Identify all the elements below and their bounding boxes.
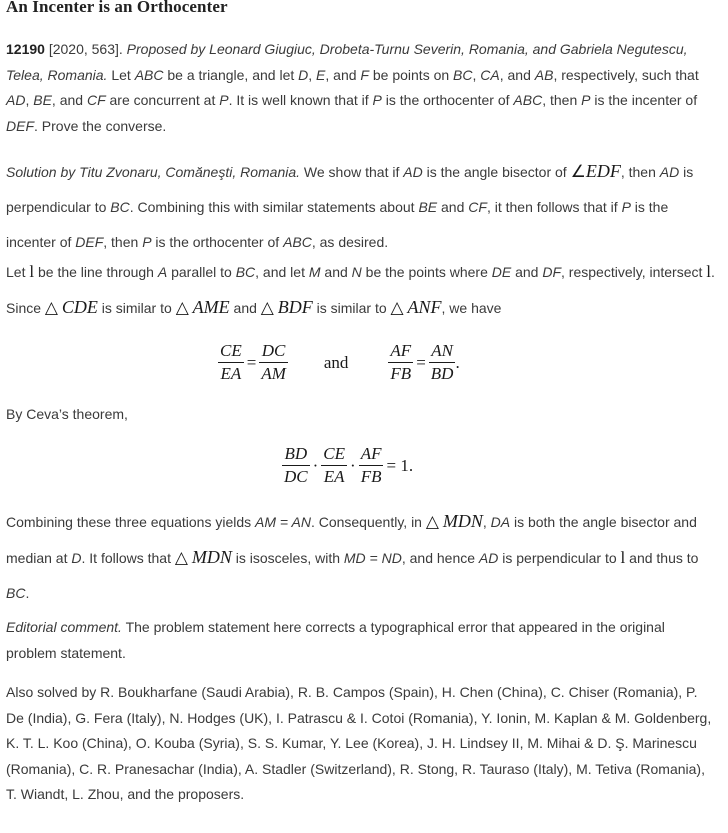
equation-ceva: $\frac{BD}{DC}$ · $\frac{CE}{EA}$ · $\frac{AF}{FB}$ = 1. (284, 444, 414, 486)
fraction: $\frac{CE}{EA}$ (323, 444, 346, 486)
fraction: $\frac{AF}{FB}$ (390, 341, 412, 383)
fraction: $\frac{BD}{DC}$ (284, 444, 308, 486)
construction-paragraph: Let l be the line through A parallel to BC, and let M and N be the points where DE and DF, respectively, intersect l. Since △ CDE is similar to △ AME and △ BDF is similar to △ ANF, we have (6, 262, 715, 318)
conclusion-paragraph: Combining these three equations yields AM = AN. Consequently, in △ MDN, DA is both the angle bisector and median at D. It follows that △ MDN is isosceles, with MD = ND, and hence AD is perpendicular to l and thus to BC. (6, 511, 699, 601)
solution-paragraph: Solution by Titu Zvonaru, Comăneşti, Romania. We show that if AD is the angle bisector of ∠EDF, then AD is perpendicular to BC. Combining this with similar statements about BE and CF, it then follows that if P is the incenter of DEF, then P is the orthocenter of ABC, as desired. (6, 161, 694, 250)
triangle-symbol: △ (390, 298, 404, 318)
fraction: $\frac{CE}{EA}$ (220, 341, 242, 383)
fraction: $\frac{DC}{AM}$ (261, 341, 286, 383)
problem-paragraph: 12190 [2020, 563]. Proposed by Leonard Giugiuc, Drobeta-Turnu Severin, Romania, and Gabriela Negutescu, Telea, Romania. Let ABC be a triangle, and let D, E, and F be points on BC, CA, and AB, respectively, such that AD, BE, and CF are concurrent at P. It is well known that if P is the orthocenter of ABC, then P is the incenter of DEF. Prove the converse. (6, 41, 699, 134)
triangle-symbol: △ (44, 298, 58, 318)
fraction: $\frac{AF}{FB}$ (360, 444, 382, 486)
triangle-symbol: △ (174, 548, 188, 568)
proposer-credit: Proposed by Leonard Giugiuc, Drobeta-Turnu Severin, Romania, and Gabriela Negutescu, Telea, Romania. (6, 41, 688, 83)
triangle-symbol: △ (425, 512, 439, 532)
line-l: l (29, 262, 35, 281)
also-solved-paragraph: Also solved by R. Boukharfane (Saudi Arabia), R. B. Campos (Spain), H. Chen (China), C. Chiser (Romania), P. De (India), G. Fera (Italy), N. Hodges (UK), I. Patrascu & I. Cotoi (Romania), Y. Ionin, M. Kaplan & M. Goldenberg, K. T. L. Koo (China), O. Kouba (Syria), S. S. Kumar, Y. Lee (Korea), J. H. Lindsey II, M. Mihai & D. Ş. Marinescu (Romania), C. R. Pranesachar (India), A. Stadler (Switzerland), R. Stong, R. Tauraso (Italy), M. Tetiva (Romania), T. Wiandt, L. Zhou, and the proposers. (6, 684, 712, 802)
angle-symbol: ∠ (570, 162, 586, 182)
fraction: $\frac{AN}{BD}$ (430, 341, 454, 383)
solution-author: Solution by Titu Zvonaru, Comăneşti, Romania. (6, 164, 301, 180)
and-word: and (323, 352, 349, 372)
editorial-label: Editorial comment. (6, 619, 122, 635)
triangle-symbol: △ (175, 298, 189, 318)
editorial-comment: Editorial comment. The problem statement here corrects a typographical error that appeared in the original problem statement. (6, 619, 665, 661)
triangle-symbol: △ (260, 298, 274, 318)
problem-number: 12190 (6, 41, 45, 57)
equation-similarity: $\frac{CE}{EA}$ = $\frac{DC}{AM}$ and $\frac{AF}{FB}$ = $\frac{AN}{BD}$ . (220, 341, 460, 383)
ceva-text: By Ceva’s theorem, (6, 406, 128, 422)
page-title: An Incenter is an Orthocenter (6, 0, 228, 16)
